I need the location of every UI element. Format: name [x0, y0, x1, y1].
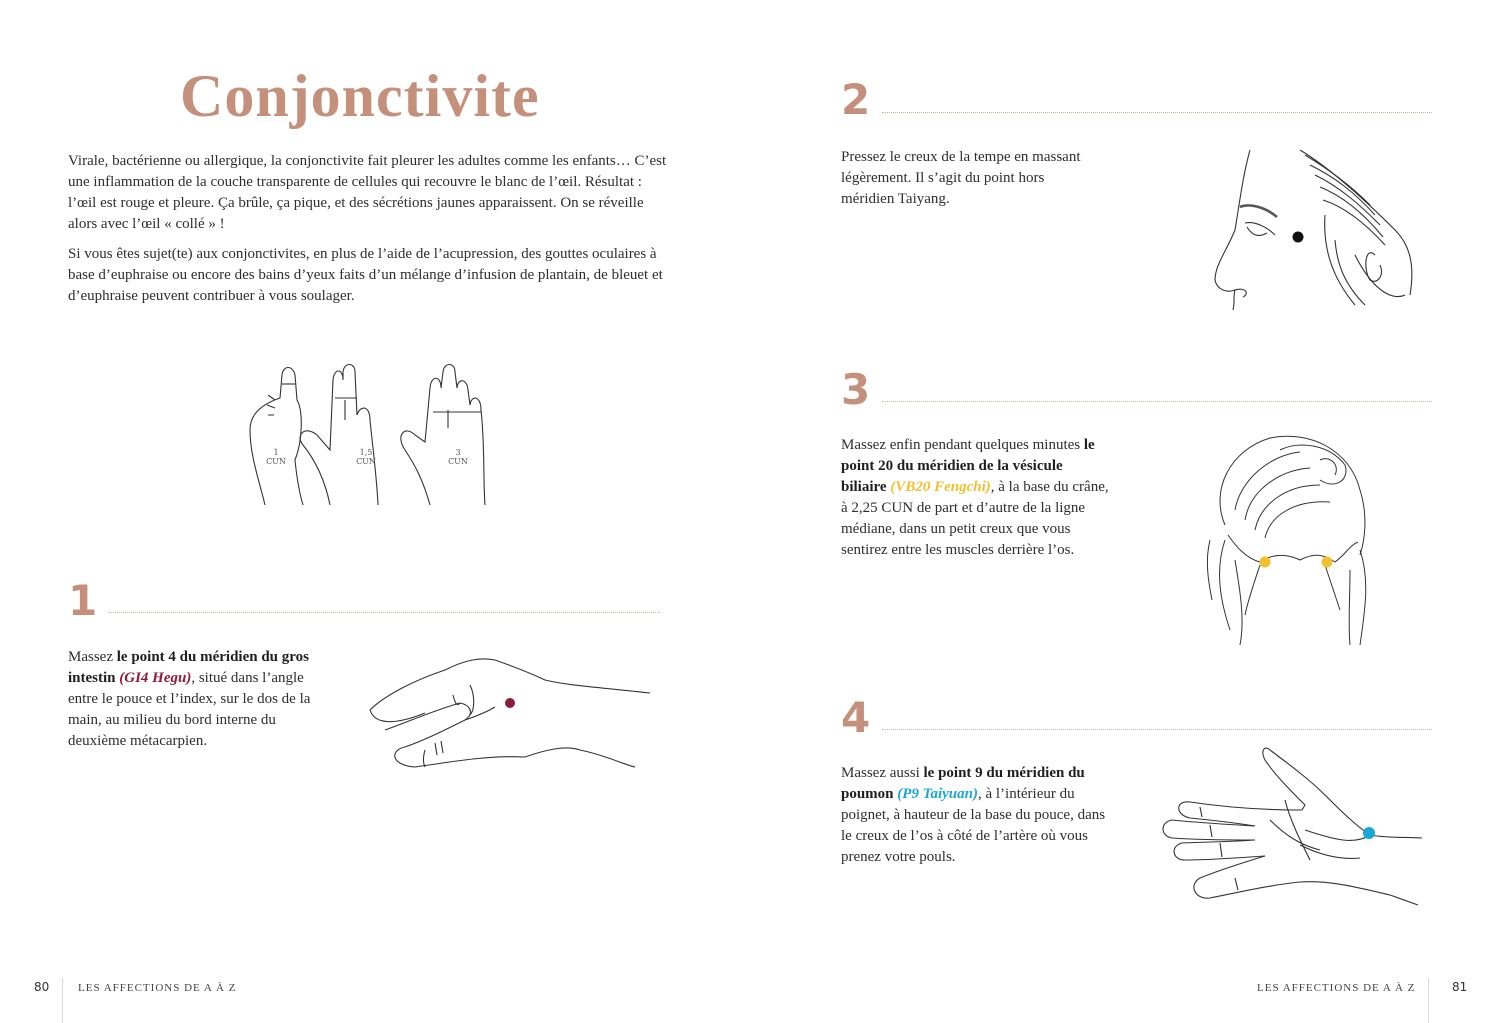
step-4-point-name: (P9 Taiyuan) — [897, 786, 978, 802]
cun-hands-illustration — [245, 360, 495, 510]
step-1-meridian: le point 4 du méridien du gros intestin — [68, 649, 310, 686]
vb20-right-point-marker — [1322, 557, 1333, 568]
intro-paragraph-1: Virale, bactérienne ou allergique, la conjonctivite fait pleurer les adultes comme les enfants… C’est une inflammation de la couche transparente de cellules qui recouvre le blanc de l’œil. Résultat : l’œil est rouge et pleure. Ça brûle, ça pique, et des sécrétions jaunes apparaissent. On se réveille alors avec l’œil « collé » ! — [68, 153, 667, 232]
step-3-number: 3 — [841, 365, 871, 414]
cun-unit-2: CUN — [356, 457, 376, 466]
footer-rule-right — [1428, 978, 1429, 1023]
palm-illustration — [1160, 740, 1430, 915]
step-4-meridian: le point 9 du méridien du poumon — [841, 765, 1085, 802]
step-3-meridian: le point 20 du méridien de la vésicule biliaire — [841, 437, 1095, 495]
p9-taiyuan-point-marker — [1363, 827, 1375, 839]
cun-value-1: 1 — [273, 448, 279, 457]
hand-back-illustration — [365, 655, 655, 770]
step-1-divider — [108, 612, 660, 613]
step-4-text: Massez aussi le point 9 du méridien du poumon (P9 Taiyuan), à l’intérieur du poignet, à hauteur de la base du pouce, dans le creux de l’os à côté de l’artère où vous prenez votre pouls. — [841, 765, 1106, 865]
step-3-point-name: (VB20 Fengchi) — [890, 479, 991, 495]
step-1-text: Massez le point 4 du méridien du gros intestin (GI4 Hegu), situé dans l’angle entre le pouce et l’index, sur le dos de la main, au milieu du bord interne du deuxième métacarpien. — [68, 649, 311, 749]
cun-value-2: 1,5 — [359, 448, 373, 457]
step-2-divider — [882, 112, 1432, 113]
running-head-right: LES AFFECTIONS DE A À Z — [1257, 982, 1416, 994]
step-2-number: 2 — [841, 75, 871, 124]
page-number-left: 80 — [34, 980, 50, 994]
step-3-divider — [882, 401, 1432, 402]
head-profile-illustration — [1205, 145, 1425, 310]
step-2-text: Pressez le creux de la tempe en massant légèrement. Il s’agit du point hors méridien Taiyang. — [841, 149, 1081, 207]
step-1-number: 1 — [68, 576, 98, 625]
vb20-left-point-marker — [1260, 557, 1271, 568]
head-back-illustration — [1200, 430, 1385, 650]
taiyang-point-marker — [1293, 232, 1304, 243]
footer-rule-left — [62, 978, 63, 1023]
page-number-right: 81 — [1452, 980, 1468, 994]
cun-value-3: 3 — [455, 448, 461, 457]
cun-unit-1: CUN — [266, 457, 286, 466]
cun-unit-3: CUN — [448, 457, 468, 466]
step-4-number: 4 — [841, 693, 871, 742]
step-1-point-name: (GI4 Hegu) — [119, 670, 192, 686]
step-4-divider — [882, 729, 1432, 730]
page-title: Conjonctivite — [180, 63, 540, 129]
step-3-text: Massez enfin pendant quelques minutes le point 20 du méridien de la vésicule biliaire (VB20 Fengchi), à la base du crâne, à 2,25 CUN de part et d’autre de la ligne médiane, dans un petit creux que vous sentirez entre les muscles derrière l’os. — [841, 437, 1109, 558]
gi4-hegu-point-marker — [505, 698, 515, 708]
intro-paragraph-2: Si vous êtes sujet(te) aux conjonctivites, en plus de l’aide de l’acupression, des gouttes oculaires à base d’euphraise ou encore des bains d’yeux faits d’un mélange d’infusion de plantain, de bleuet et d’euphraise peuvent contribuer à vous soulager. — [68, 246, 663, 304]
running-head-left: LES AFFECTIONS DE A À Z — [78, 982, 237, 994]
